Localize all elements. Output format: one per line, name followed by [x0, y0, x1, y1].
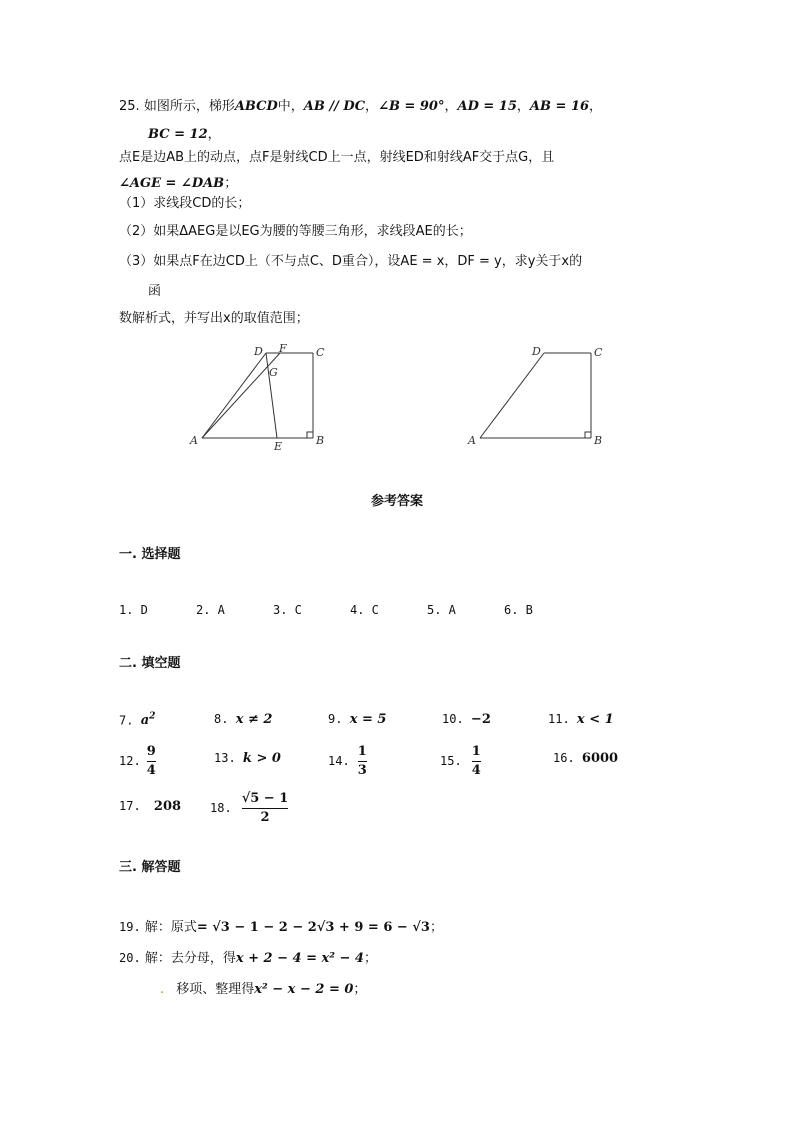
choice-answer-3: 3. C — [273, 603, 302, 617]
fraction — [147, 743, 156, 780]
choice-answer-6: 6. B — [504, 603, 533, 617]
text: ， — [444, 99, 458, 114]
question-3-a: （3）如果点F在边CD上（不与点C、D重合），设AE = x，DF = y，求y关于x的 — [119, 254, 583, 269]
item-number: 7. — [119, 713, 134, 728]
text: 解：原式 — [144, 920, 197, 935]
math: 6000 — [581, 751, 619, 766]
fill-answer-9 — [328, 712, 386, 727]
problem-25-line2 — [148, 125, 221, 145]
item-number: 19. — [119, 920, 141, 934]
math: AB // DC — [303, 99, 366, 114]
item-number: 12. — [119, 754, 141, 768]
math: −2 — [470, 712, 491, 727]
choice-answer-5: 5. A — [427, 603, 456, 617]
question-3-b: 函 — [148, 284, 162, 299]
denominator: 2 — [260, 809, 270, 825]
text: ； — [224, 176, 238, 191]
text: ； — [353, 982, 367, 997]
item-number: 14. — [328, 754, 350, 768]
label-e: E — [274, 440, 283, 453]
label-g: G — [269, 366, 278, 379]
fill-answer-17 — [119, 799, 181, 814]
text: ； — [429, 920, 443, 935]
math: AD = 15 — [457, 99, 517, 114]
fill-answer-7 — [119, 712, 155, 728]
text: ， — [516, 99, 530, 114]
item-number: 18. — [210, 801, 232, 815]
label-c: C — [594, 346, 603, 359]
item-number: 16. — [553, 751, 575, 765]
answers-title: 参考答案 — [370, 494, 423, 509]
fill-answer-18 — [210, 787, 288, 829]
label-f: F — [279, 342, 287, 355]
right-angle-mark — [307, 432, 313, 438]
problem-number: 25. — [119, 99, 140, 114]
label-a: A — [468, 434, 476, 447]
fill-answer-14 — [328, 740, 367, 782]
item-number: 17. — [119, 799, 141, 813]
segment-ad — [480, 353, 544, 438]
math-base: a — [140, 713, 150, 729]
item-number: 15. — [440, 754, 462, 768]
choice-answer-4: 4. C — [350, 603, 379, 617]
denominator: 4 — [146, 762, 156, 778]
text: ， — [207, 127, 221, 142]
item-number: 10. — [442, 712, 464, 726]
question-1: （1）求线段CD的长； — [119, 196, 251, 211]
denominator: 4 — [471, 762, 481, 778]
figure-1 — [185, 340, 335, 455]
math — [141, 713, 156, 728]
math: x < 1 — [576, 712, 614, 727]
right-angle-mark — [585, 432, 591, 438]
numerator: √5 − 1 — [241, 790, 289, 806]
label-b: B — [316, 434, 325, 447]
fill-answer-15 — [440, 740, 481, 782]
numerator: 1 — [357, 743, 367, 759]
question-3-c: 数解析式，并写出x的取值范围； — [119, 311, 309, 326]
math: AB = 16 — [529, 99, 590, 114]
problem-25-line3: 点E是边AB上的动点，点F是射线CD上一点，射线ED和射线AF交于点G，且 — [119, 150, 555, 165]
fraction — [242, 790, 289, 827]
section-fill-title: 二. 填空题 — [119, 656, 181, 671]
item-number: 11. — [548, 712, 570, 726]
question-2: （2）如果ΔAEG是以EG为腰的等腰三角形，求线段AE的长； — [119, 224, 472, 239]
math: x ≠ 2 — [235, 712, 273, 727]
item-number: 9. — [328, 712, 343, 726]
text: ， — [589, 99, 603, 114]
figure-2 — [462, 340, 612, 455]
section-choice-title: 一. 选择题 — [119, 547, 181, 562]
choice-answer-2: 2. A — [196, 603, 225, 617]
text: 移项、整理得 — [176, 982, 255, 997]
math-exponent: 2 — [149, 712, 156, 722]
choice-answer-1: 1. D — [119, 603, 148, 617]
text: ， — [365, 99, 379, 114]
item-number: 20. — [119, 951, 141, 965]
text: 解：去分母，得 — [144, 951, 236, 966]
fill-answer-12 — [119, 740, 156, 782]
solution-19 — [119, 917, 443, 938]
label-d: D — [532, 345, 541, 358]
item-number: 13. — [214, 751, 236, 765]
fill-answer-16 — [553, 751, 618, 766]
math: BC = 12 — [148, 127, 208, 142]
segment-ad — [202, 353, 266, 438]
math: x + 2 − 4 = x² − 4 — [235, 951, 364, 966]
section-solution-title: 三. 解答题 — [119, 860, 181, 875]
problem-25-line1 — [119, 97, 602, 117]
label-b: B — [594, 434, 603, 447]
text: 如图所示，梯形 — [143, 99, 235, 114]
numerator: 1 — [471, 743, 481, 759]
fill-answer-8 — [214, 712, 272, 727]
math: k > 0 — [242, 751, 281, 766]
solution-20-step — [160, 980, 366, 1000]
label-a: A — [190, 434, 198, 447]
fill-answer-11 — [548, 712, 614, 727]
fraction — [472, 743, 481, 780]
math: ∠AGE = ∠DAB — [119, 176, 225, 191]
solution-20 — [119, 948, 377, 969]
numerator: 9 — [146, 743, 156, 759]
math: ∠B = 90° — [378, 99, 445, 114]
label-d: D — [254, 345, 263, 358]
fill-answer-13 — [214, 751, 281, 766]
item-number: 8. — [214, 712, 229, 726]
text: ； — [363, 951, 377, 966]
fraction — [358, 743, 367, 780]
fill-answer-10 — [442, 712, 491, 727]
math: 208 — [153, 799, 182, 814]
denominator: 3 — [357, 762, 367, 778]
text: 中， — [277, 99, 304, 114]
math: x² − x − 2 = 0 — [254, 982, 354, 997]
math: ABCD — [234, 99, 278, 114]
math: x = 5 — [349, 712, 387, 727]
label-c: C — [316, 346, 325, 359]
problem-25-line4 — [119, 174, 237, 194]
math: = √3 − 1 − 2 − 2√3 + 9 = 6 − √3 — [196, 920, 430, 935]
dot-mark: . — [160, 982, 165, 997]
